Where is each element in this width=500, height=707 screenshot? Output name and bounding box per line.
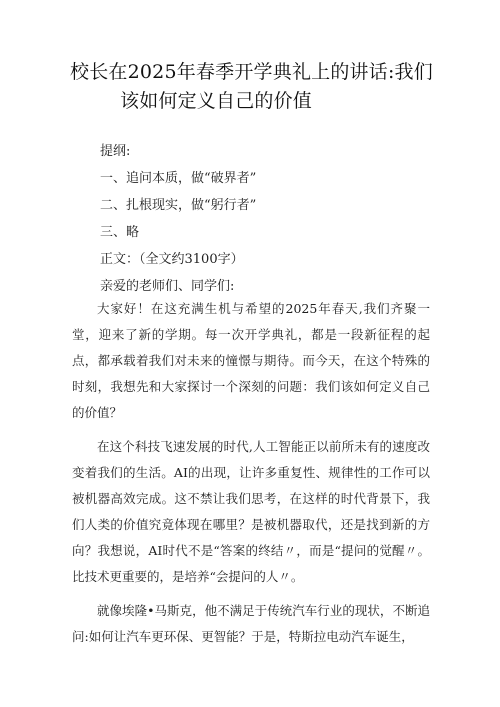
title-line-2: 该如何定义自己的价值: [120, 90, 313, 112]
document-title: [70, 58, 450, 116]
paragraph-1: 大家好！在这充满生机与希望的2025年春天,我们齐聚一堂，迎来了新的学期。每一次开学典礼，都是一段新征程的起点，都承载着我们对未来的憧憬与期待。而今天，在这个特殊的时刻，我想先和大家探讨一个深刻的问题：我们该如何定义自己的价值？: [72, 301, 430, 420]
outline-item-2: 二、扎根现实，做“躬行者”: [100, 198, 257, 213]
title-line-1: 校长在2025年春季开学典礼上的讲话:我们: [70, 61, 433, 83]
outline-heading: 提纲:: [100, 144, 131, 159]
outline-item-1: 一、追问本质，做“破界者”: [100, 171, 257, 186]
body-text: [72, 296, 430, 658]
body-label: 正文：（全文约3100字）: [100, 252, 244, 267]
outline-section: [100, 138, 440, 300]
outline-item-3: 三、略: [100, 225, 140, 240]
paragraph-2: 在这个科技飞速发展的时代,人工智能正以前所未有的速度改变着我们的生活。AI的出现，让许多重复性、规律性的工作可以被机器高效完成。这不禁让我们思考，在这样的时代背景下，我们人类的价值究竟体现在哪里？是被机器取代，还是找到新的方向？我想说，AI时代不是“答案的终结〃，而是“提问的觉醒〃。比技术更重要的，是培养“会提问的人〃。: [72, 439, 430, 584]
paragraph-3: 就像埃隆•马斯克，他不满足于传统汽车行业的现状，不断追问:如何让汽车更环保、更智能？于是，特斯拉电动汽车诞生，: [72, 603, 430, 644]
salutation: 亲爱的老师们、同学们:: [100, 279, 235, 294]
